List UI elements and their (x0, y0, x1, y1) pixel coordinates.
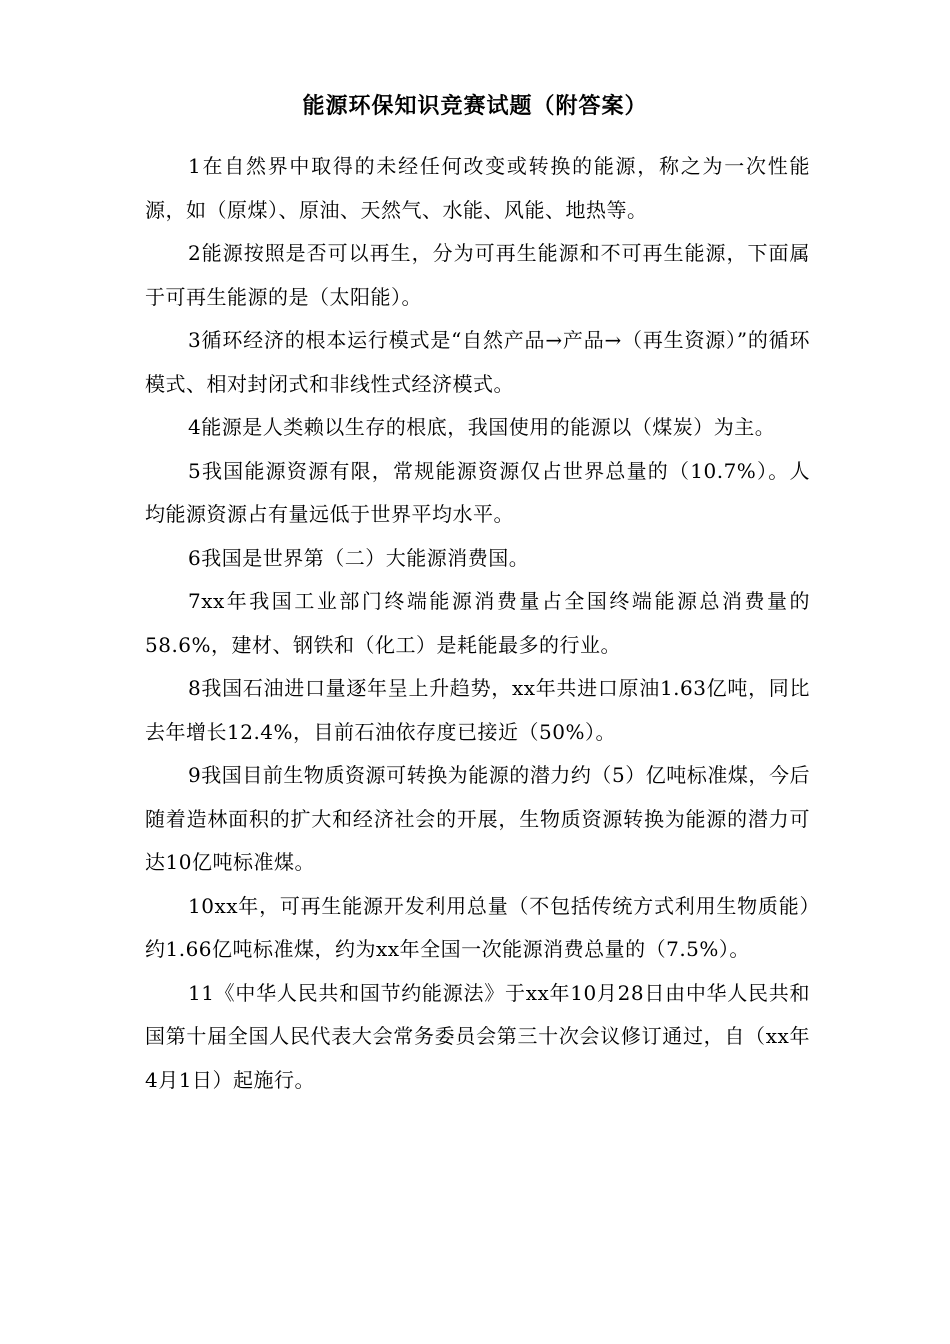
question-paragraph-11: 11《中华人民共和国节约能源法》于xx年10月28日由中华人民共和国第十届全国人民代表大会常务委员会第三十次会议修订通过，自（xx年4月1日）起施行。 (145, 980, 810, 1092)
question-paragraph-9: 9我国目前生物质资源可转换为能源的潜力约（5）亿吨标准煤，今后随着造林面积的扩大和经济社会的开展，生物质资源转换为能源的潜力可达10亿吨标准煤。 (145, 763, 810, 874)
question-paragraph-2: 2能源按照是否可以再生，分为可再生能源和不可再生能源，下面属于可再生能源的是（太阳能）。 (145, 241, 810, 309)
question-paragraph-8: 8我国石油进口量逐年呈上升趋势，xx年共进口原油1.63亿吨，同比去年增长12.4%，目前石油依存度已接近（50%）。 (145, 676, 810, 744)
question-paragraph-4: 4能源是人类赖以生存的根底，我国使用的能源以（煤炭）为主。 (188, 415, 776, 439)
question-paragraph-3: 3循环经济的根本运行模式是“自然产品→产品→（再生资源）”的循环模式、相对封闭式和非线性式经济模式。 (145, 328, 810, 396)
document-title: 能源环保知识竞赛试题（附答案） (302, 94, 648, 119)
question-paragraph-10: 10xx年，可再生能源开发利用总量（不包括传统方式利用生物质能）约1.66亿吨标准煤，约为xx年全国一次能源消费总量的（7.5%）。 (145, 893, 810, 961)
document-body (145, 145, 810, 1102)
question-paragraph-5: 5我国能源资源有限，常规能源资源仅占世界总量的（10.7%）。人均能源资源占有量远低于世界平均水平。 (145, 458, 810, 526)
question-paragraph-1: 1在自然界中取得的未经任何改变或转换的能源，称之为一次性能源，如（原煤）、原油、天然气、水能、风能、地热等。 (145, 154, 810, 222)
question-paragraph-6: 6我国是世界第（二）大能源消费国。 (188, 545, 530, 570)
question-paragraph-7: 7xx年我国工业部门终端能源消费量占全国终端能源总消费量的58.6%，建材、钢铁和（化工）是耗能最多的行业。 (145, 589, 810, 657)
